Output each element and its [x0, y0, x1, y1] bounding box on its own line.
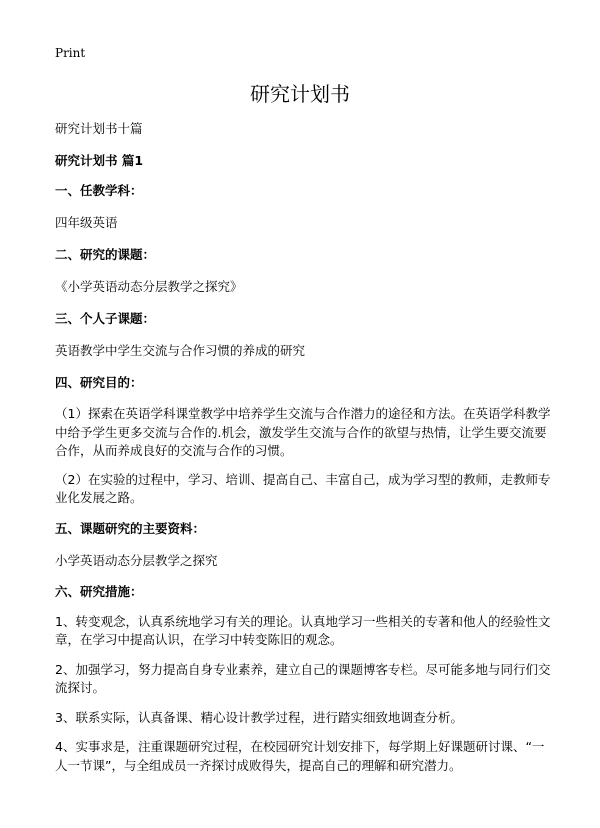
purpose-paragraph-1: （1）探索在英语学科课堂教学中培养学生交流与合作潜力的途径和方法。在英语学科教学中给予学生更多交流与合作的.机会，激发学生交流与合作的欲望与热情，让学生要交流要合作，从而养成良好的交流与合作的习惯。 — [55, 406, 551, 458]
document-subtitle: 研究计划书十篇 — [55, 121, 143, 136]
section-heading-purpose: 四、研究目的： — [55, 375, 143, 390]
page-title: 研究计划书 — [250, 82, 350, 106]
measure-paragraph-3: 3、联系实际，认真备课、精心设计教学过程，进行踏实细致地调查分析。 — [55, 709, 463, 725]
section-heading-measures: 六、研究措施： — [55, 583, 143, 599]
measure-paragraph-2: 2、加强学习，努力提高自身专业素养，建立自己的课题博客专栏。尽可能多地与同行们交流探讨。 — [55, 661, 551, 695]
section-heading-materials: 五、课题研究的主要资料： — [55, 520, 206, 536]
measure-paragraph-4: 4、实事求是，注重课题研究过程，在校园研究计划安排下，每学期上好课题研讨课、“一人一节课”，与全组成员一齐探讨成败得失，提高自己的理解和研究潜力。 — [55, 739, 545, 773]
purpose-paragraph-2: （2）在实验的过程中，学习、培训、提高自己、丰富自己，成为学习型的教师，走教师专业化发展之路。 — [55, 471, 551, 505]
measure-paragraph-1: 1、转变观念，认真系统地学习有关的理论。认真地学习一些相关的专著和他人的经验性文章，在学习中提高认识，在学习中转变陈旧的观念。 — [55, 613, 551, 647]
section-text-topic: 《小学英语动态分层教学之探究》 — [55, 279, 243, 294]
section-text-subject: 四年级英语 — [55, 215, 118, 230]
article-heading: 研究计划书 篇1 — [55, 153, 144, 168]
print-link[interactable]: Print — [55, 46, 86, 60]
section-text-materials: 小学英语动态分层教学之探究 — [55, 552, 218, 568]
section-heading-subtopic: 三、个人子课题： — [55, 311, 156, 326]
document-body — [55, 119, 555, 775]
section-text-subtopic: 英语教学中学生交流与合作习惯的养成的研究 — [55, 343, 306, 358]
section-heading-subject: 一、任教学科： — [55, 183, 143, 198]
section-heading-topic: 二、研究的课题： — [55, 247, 156, 262]
